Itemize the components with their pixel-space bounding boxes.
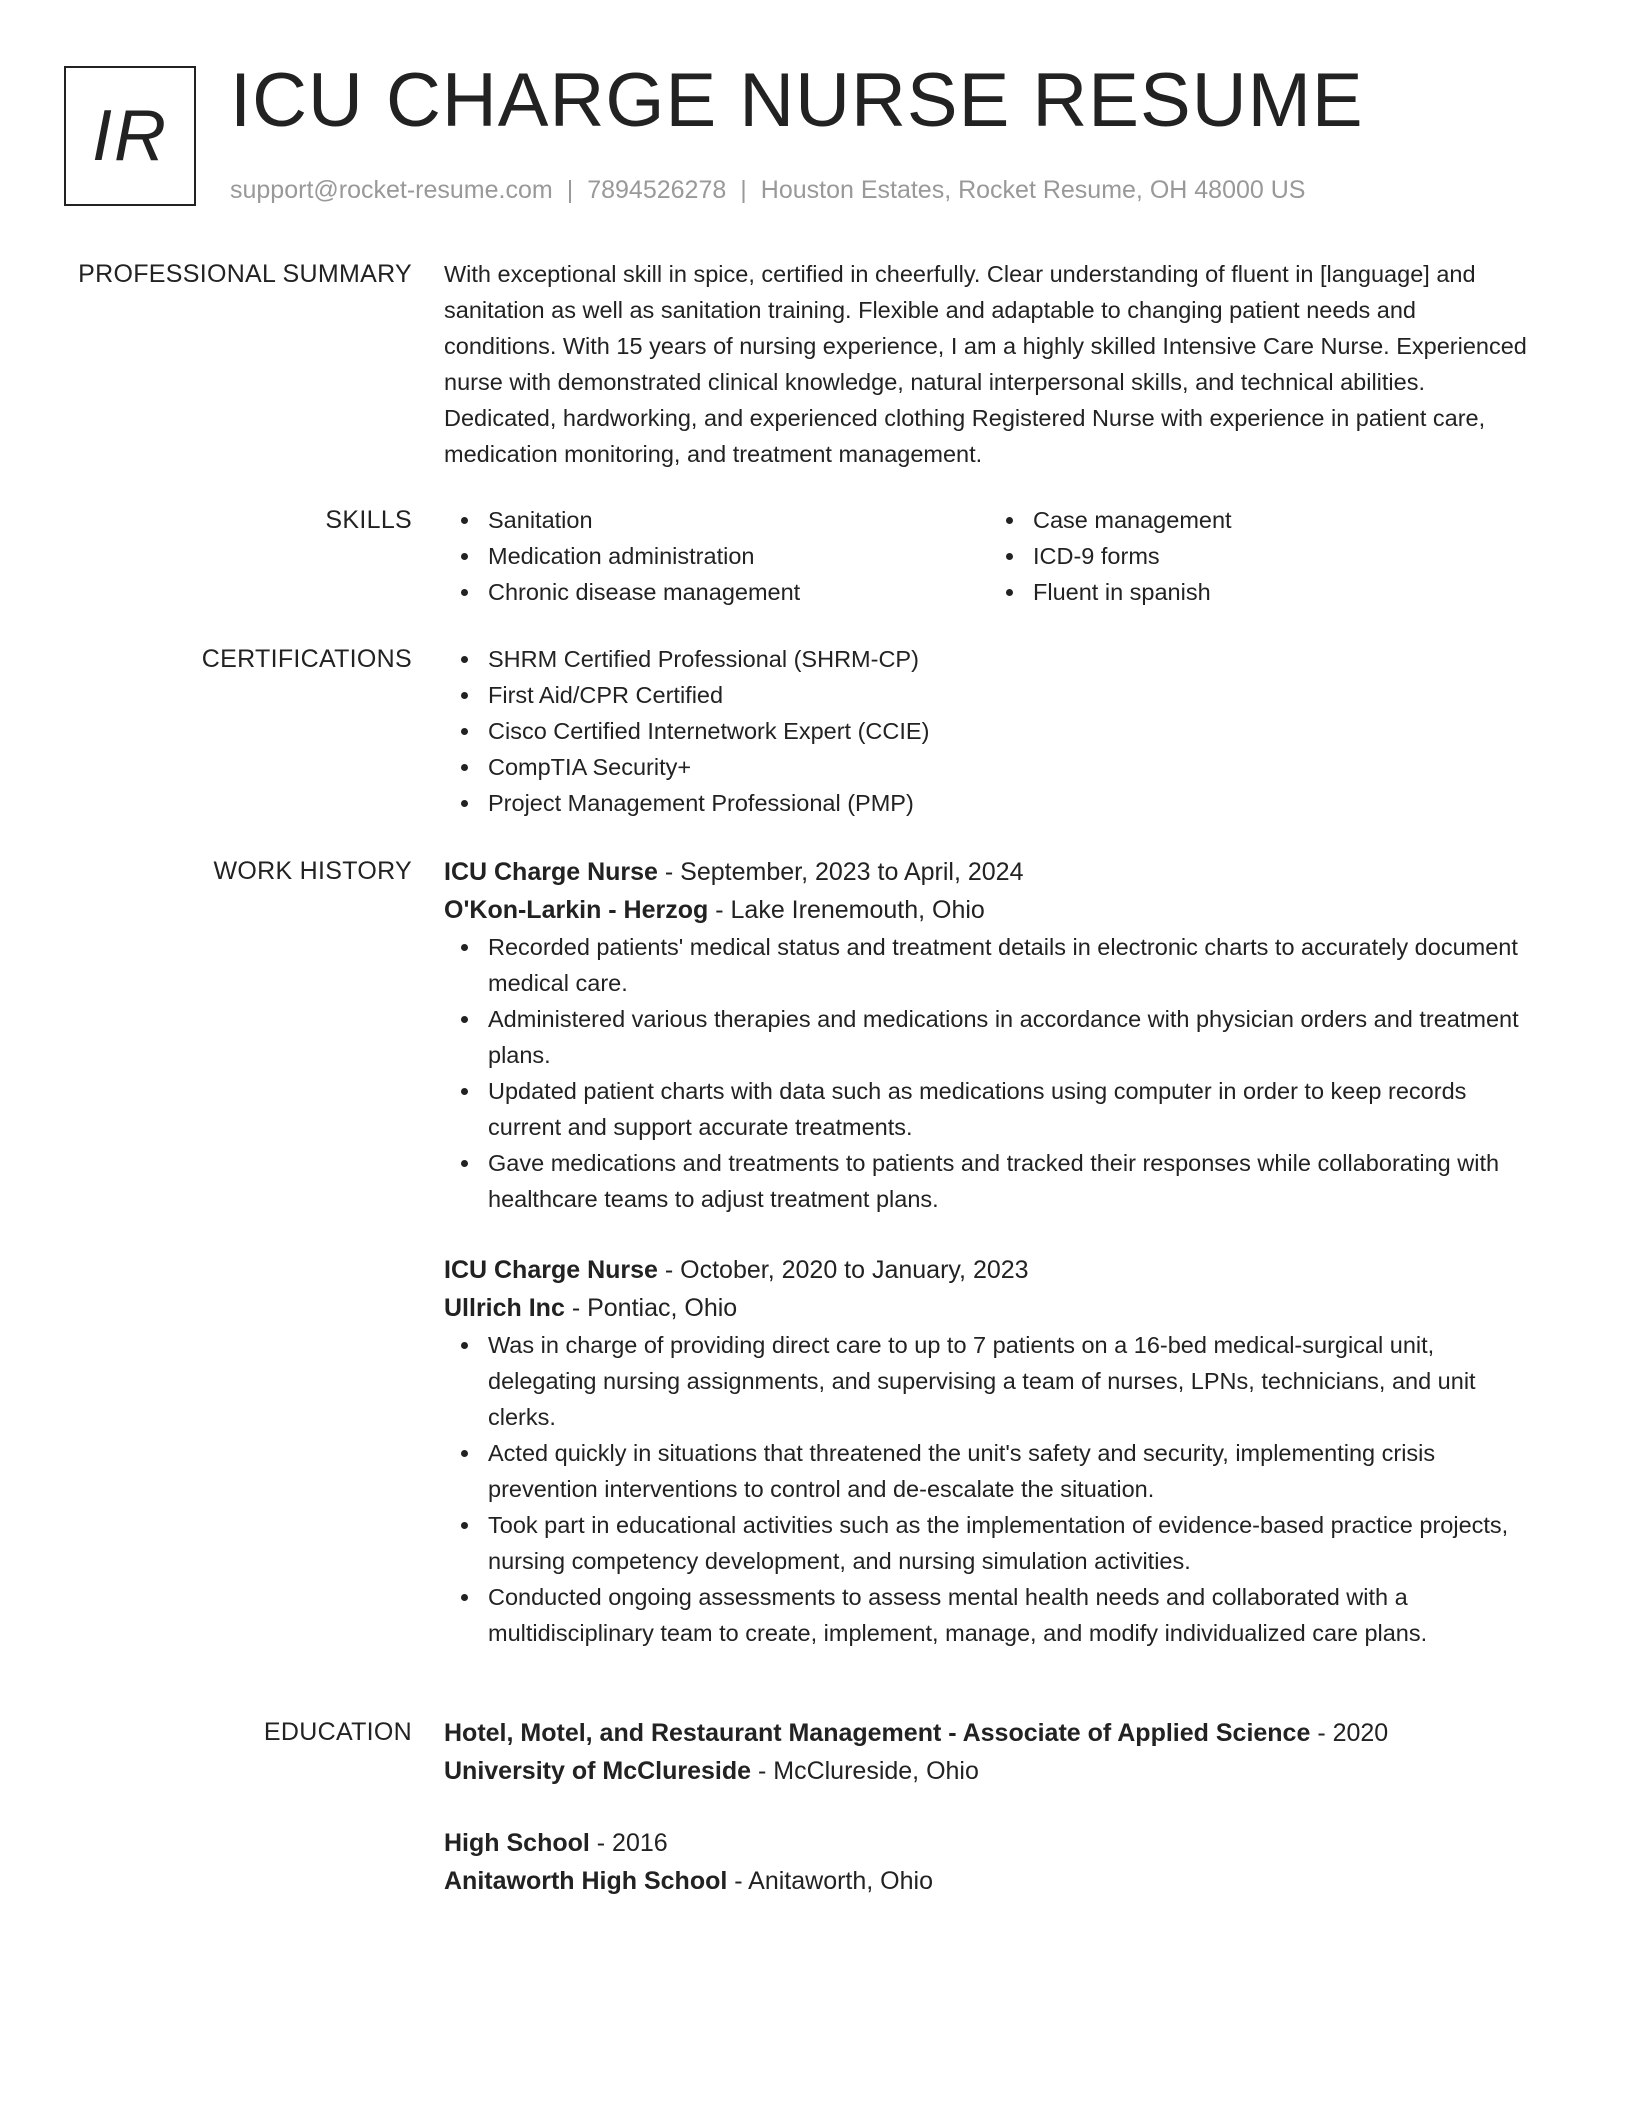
- section-label: PROFESSIONAL SUMMARY: [78, 260, 412, 288]
- job-entry: [444, 853, 1534, 1217]
- section-label: EDUCATION: [263, 1718, 412, 1746]
- skill-item: ICD-9 forms: [989, 538, 1534, 574]
- contact-phone[interactable]: 7894526278: [587, 176, 727, 204]
- certification-item: CompTIA Security+: [444, 749, 1534, 785]
- contact-email[interactable]: support@rocket-resume.com: [230, 176, 553, 204]
- job-dates: - October, 2020 to January, 2023: [657, 1256, 1029, 1284]
- resume-title: ICU CHARGE NURSE RESUME: [230, 58, 1364, 143]
- education-degree: Hotel, Motel, and Restaurant Management - Associate of Applied Science: [444, 1719, 1311, 1747]
- job-duty: Updated patient charts with data such as medications using computer in order to keep records current and support accurate treatments.: [444, 1073, 1534, 1145]
- job-dates: - September, 2023 to April, 2024: [657, 858, 1024, 886]
- education-degree-line: [444, 1824, 1534, 1862]
- job-duty: Conducted ongoing assessments to assess mental health needs and collaborated with a multidisciplinary team to create, implement, manage, and modify individualized care plans.: [444, 1579, 1534, 1651]
- job-location: - Lake Irenemouth, Ohio: [708, 896, 985, 924]
- education-degree-line: [444, 1714, 1534, 1752]
- job-duty: Administered various therapies and medications in accordance with physician orders and treatment plans.: [444, 1001, 1534, 1073]
- education-year: - 2016: [589, 1829, 668, 1857]
- education-entry: [444, 1714, 1534, 1790]
- skill-item: Sanitation: [444, 502, 989, 538]
- education-degree: High School: [444, 1829, 590, 1857]
- skill-item: Case management: [989, 502, 1534, 538]
- job-entry: [444, 1251, 1534, 1651]
- section-label: WORK HISTORY: [213, 857, 412, 885]
- education-location: - Anitaworth, Ohio: [727, 1867, 933, 1895]
- summary-text: With exceptional skill in spice, certified in cheerfully. Clear understanding of fluent in [language] and sanitation as well as sanitation training. Flexible and adaptable to changing patient needs and conditions. With 15 years of nursing experience, I am a highly skilled Intensive Care Nurse. Experienced nurse with demonstrated clinical knowledge, natural interpersonal skills, and technical abilities. Dedicated, hardworking, and experienced clothing Registered Nurse with experience in patient care, medication monitoring, and treatment management.: [444, 261, 1527, 467]
- section-label: SKILLS: [325, 506, 412, 534]
- contact-separator: |: [740, 176, 747, 204]
- job-duty: Was in charge of providing direct care to up to 7 patients on a 16-bed medical-surgical unit, delegating nursing assignments, and supervising a team of nurses, LPNs, technicians, and unit clerks.: [444, 1327, 1534, 1435]
- education-school: Anitaworth High School: [444, 1867, 728, 1895]
- job-company: Ullrich Inc: [444, 1294, 565, 1322]
- skills-list-left: [444, 502, 989, 610]
- job-duty: Acted quickly in situations that threatened the unit's safety and security, implementing crisis prevention interventions to control and de-escalate the situation.: [444, 1435, 1534, 1507]
- job-title-line: [444, 1251, 1534, 1289]
- contact-separator: |: [566, 176, 574, 204]
- job-location: - Pontiac, Ohio: [564, 1294, 738, 1322]
- job-duties-list: [444, 1327, 1534, 1651]
- job-duty: Took part in educational activities such as the implementation of evidence-based practice projects, nursing competency development, and nursing simulation activities.: [444, 1507, 1534, 1579]
- job-company: O'Kon-Larkin - Herzog: [444, 896, 709, 924]
- education-entry: [444, 1824, 1534, 1900]
- education-school-line: [444, 1752, 1534, 1790]
- job-company-line: [444, 1289, 1534, 1327]
- section-label: CERTIFICATIONS: [201, 645, 412, 673]
- job-title: ICU Charge Nurse: [444, 858, 658, 886]
- certification-item: First Aid/CPR Certified: [444, 677, 1534, 713]
- education-year: - 2020: [1310, 1719, 1389, 1747]
- job-company-line: [444, 891, 1534, 929]
- education-location: - McClureside, Ohio: [751, 1757, 979, 1785]
- education-school-line: [444, 1862, 1534, 1900]
- certification-item: SHRM Certified Professional (SHRM-CP): [444, 641, 1534, 677]
- job-title: ICU Charge Nurse: [444, 1256, 658, 1284]
- monogram-logo: IR: [64, 66, 196, 206]
- skill-item: Chronic disease management: [444, 574, 989, 610]
- job-duties-list: [444, 929, 1534, 1217]
- job-title-line: [444, 853, 1534, 891]
- skill-item: Medication administration: [444, 538, 989, 574]
- skill-item: Fluent in spanish: [989, 574, 1534, 610]
- contact-address: Houston Estates, Rocket Resume, OH 48000 US: [760, 176, 1306, 204]
- certifications-list: [444, 641, 1534, 821]
- education-school: University of McClureside: [444, 1757, 752, 1785]
- skills-list-right: [989, 502, 1534, 610]
- certification-item: Project Management Professional (PMP): [444, 785, 1534, 821]
- job-duty: Recorded patients' medical status and treatment details in electronic charts to accurately document medical care.: [444, 929, 1534, 1001]
- contact-line: [230, 172, 1305, 208]
- certification-item: Cisco Certified Internetwork Expert (CCIE): [444, 713, 1534, 749]
- job-duty: Gave medications and treatments to patients and tracked their responses while collaborating with healthcare teams to adjust treatment plans.: [444, 1145, 1534, 1217]
